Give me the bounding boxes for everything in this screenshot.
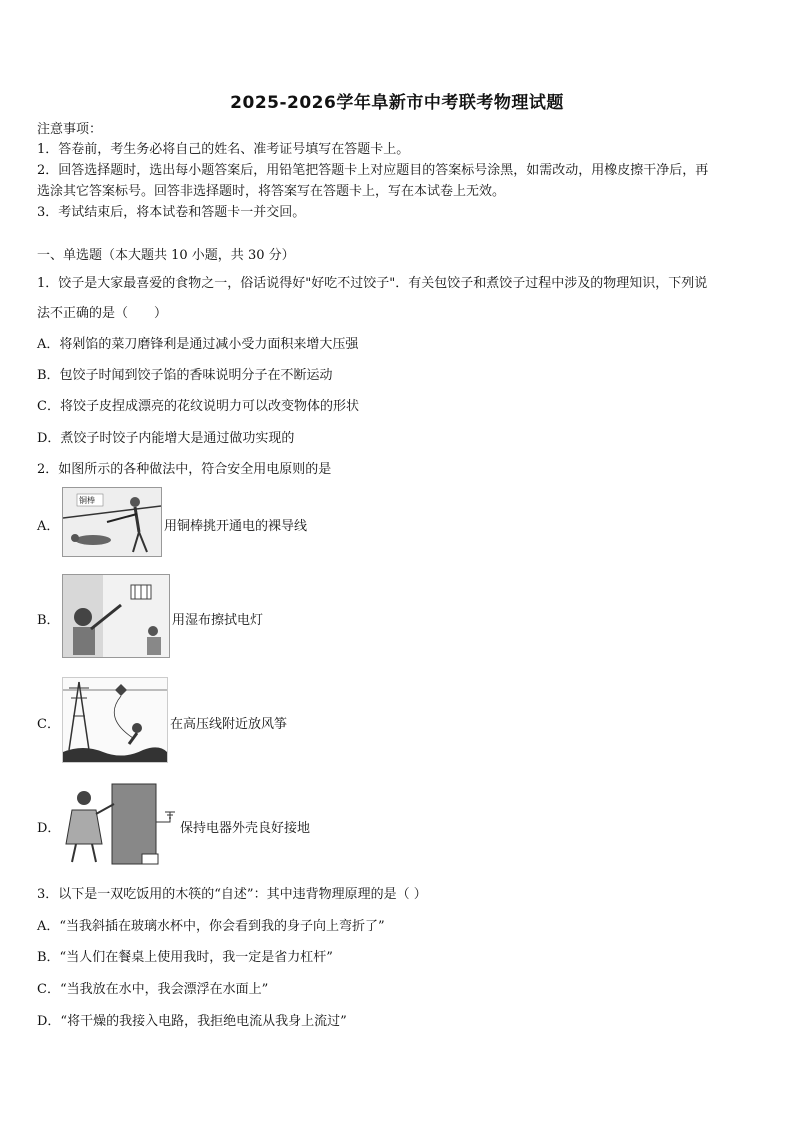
notice-item: 选涂其它答案标号。回答非选择题时，将答案写在答题卡上，写在本试卷上无效。 [37, 184, 506, 199]
question-1-option-c: C．将饺子皮捏成漂亮的花纹说明力可以改变物体的形状 [37, 399, 359, 414]
option-c-illustration [62, 677, 168, 763]
section-heading: 一、单选题（本大题共 10 小题，共 30 分） [37, 248, 295, 263]
question-2-option-c-label: C． [37, 717, 60, 732]
question-3-option-b: B．“当人们在餐桌上使用我时，我一定是省力杠杆” [37, 950, 333, 965]
question-3-option-d: D．“将干燥的我接入电路，我拒绝电流从我身上流过” [37, 1014, 347, 1029]
question-1-option-b: B．包饺子时闻到饺子馅的香味说明分子在不断运动 [37, 368, 333, 383]
question-2-option-d-label: D． [37, 821, 61, 836]
question-2-option-c-text: 在高压线附近放风筝 [170, 717, 288, 732]
notice-item: 2．回答选择题时，选出每小题答案后，用铅笔把答题卡上对应题目的答案标号涂黑，如需改动，用橡皮擦干净后，再 [37, 163, 709, 178]
question-2-option-a-text: 用铜棒挑开通电的裸导线 [164, 519, 308, 534]
option-a-image-caption: 铜棒 [79, 496, 95, 505]
question-3-option-a: A．“当我斜插在玻璃水杯中，你会看到我的身子向上弯折了” [37, 919, 385, 934]
question-2-stem: 2．如图所示的各种做法中，符合安全用电原则的是 [37, 462, 332, 477]
question-1-option-a: A．将剁馅的菜刀磨锋利是通过减小受力面积来增大压强 [37, 337, 359, 352]
question-2-option-b-text: 用湿布擦拭电灯 [172, 613, 264, 628]
option-d-illustration [62, 782, 176, 866]
question-3-option-c: C．“当我放在水中，我会漂浮在水面上” [37, 982, 269, 997]
notice-item: 1．答卷前，考生务必将自己的姓名、准考证号填写在答题卡上。 [37, 142, 410, 157]
notice-heading: 注意事项： [37, 122, 103, 137]
option-b-illustration [62, 574, 170, 658]
question-2-option-b-label: B． [37, 613, 60, 628]
question-2-option-d-text: 保持电器外壳良好接地 [180, 821, 311, 836]
page-title: 2025-2026学年阜新市中考联考物理试题 [230, 93, 564, 113]
question-1-stem-cont: 法不正确的是（ ） [37, 306, 168, 321]
option-a-illustration [62, 487, 162, 557]
question-3-stem: 3．以下是一双吃饭用的木筷的“自述”：其中违背物理原理的是（ ） [37, 887, 427, 902]
question-1-option-d: D．煮饺子时饺子内能增大是通过做功实现的 [37, 431, 295, 446]
notice-item: 3．考试结束后，将本试卷和答题卡一并交回。 [37, 205, 306, 220]
question-2-option-a-label: A． [37, 519, 60, 534]
question-1-stem: 1．饺子是大家最喜爱的食物之一，俗话说得好"好吃不过饺子"．有关包饺子和煮饺子过程中涉及的物理知识，下列说 [37, 276, 708, 291]
